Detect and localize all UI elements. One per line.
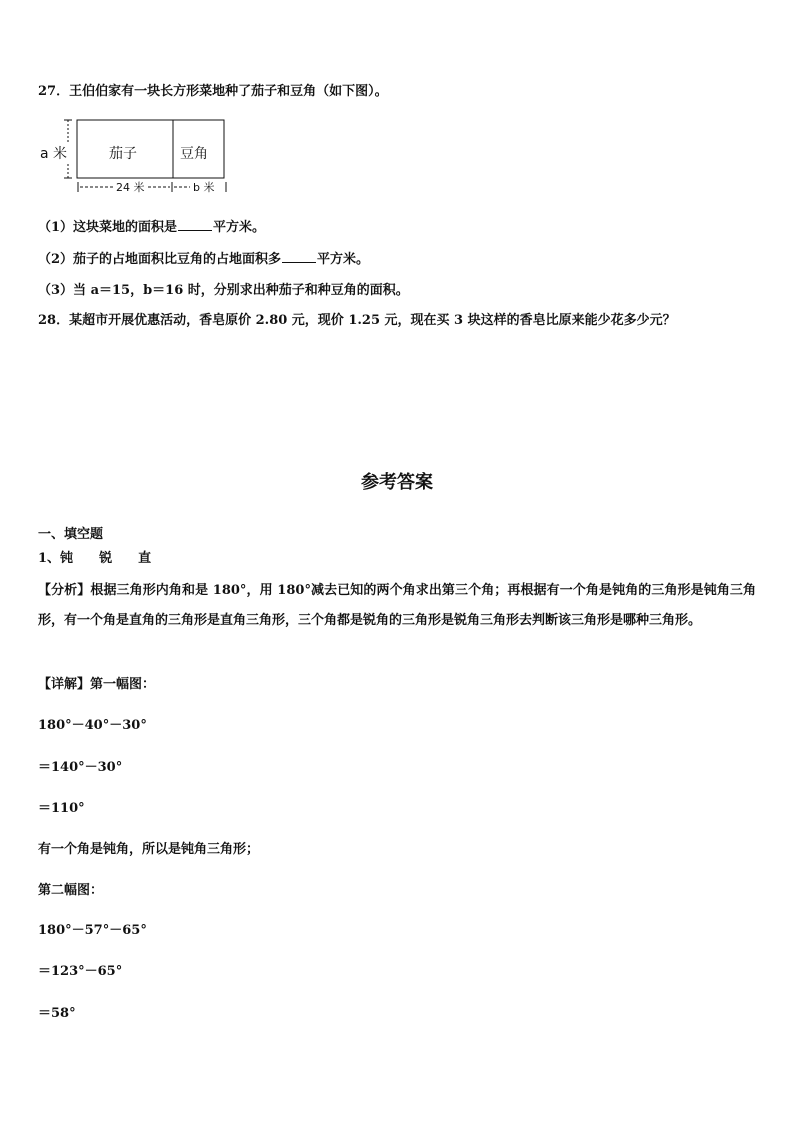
sub2-unit: 平方米。 [317, 252, 370, 267]
answer-blank [282, 250, 316, 263]
answer-key-title: 参考答案 [361, 472, 433, 493]
sub1-unit: 平方米。 [213, 220, 266, 235]
answer-blank [178, 218, 212, 231]
question-28-stem: 28．某超市开展优惠活动，香皂原价 2.80 元，现价 1.25 元，现在买 3 块这样的香皂比原来能少花多少元？ [38, 313, 676, 328]
answer-2: 锐 [99, 551, 113, 566]
conclusion-1: 有一个角是钝角，所以是钝角三角形； [38, 842, 260, 857]
sub1-text: （1）这块菜地的面积是 [38, 220, 178, 235]
calc2-line-2: ＝123°－65° [38, 964, 123, 979]
question-27-sub2 [38, 250, 369, 269]
calc1-line-2: ＝140°－30° [38, 760, 123, 775]
answer-1: 钝 [60, 551, 74, 566]
calc2-line-1: 180°－57°－65° [38, 923, 147, 938]
calc1-line-3: ＝110° [38, 801, 85, 816]
section-heading: 一、填空题 [38, 527, 104, 542]
sub2-text: （2）茄子的占地面积比豆角的占地面积多 [38, 252, 282, 267]
height-label: a 米 [40, 146, 68, 162]
beans-label: 豆角 [180, 146, 208, 162]
figure-2-label: 第二幅图： [38, 883, 104, 898]
question-27-stem: 27．王伯伯家有一块长方形菜地种了茄子和豆角（如下图）。 [38, 84, 388, 99]
question-27-sub3: （3）当 a＝15，b＝16 时，分别求出种茄子和种豆角的面积。 [38, 283, 409, 298]
answer-3: 直 [138, 551, 152, 566]
detail-label: 【详解】第一幅图： [38, 677, 156, 692]
question-27-sub1 [38, 218, 265, 237]
calc2-line-3: ＝58° [38, 1006, 76, 1021]
width-b-label: b 米 [193, 181, 215, 194]
width-24-label: 24 米 [116, 181, 145, 194]
analysis-paragraph: 【分析】根据三角形内角和是 180°，用 180°减去已知的两个角求出第三个角；再根据有一个角是钝角的三角形是钝角三角形，有一个角是直角的三角形是直角三角形，三个角都是锐角的三角形是锐角三角形去判断该三角形是哪种三角形。 [38, 583, 756, 628]
vegetable-plot-diagram [38, 112, 238, 202]
eggplant-label: 茄子 [109, 146, 137, 162]
item-1-number: 1、 [38, 551, 61, 566]
calc1-line-1: 180°－40°－30° [38, 718, 147, 733]
item-1-answers [38, 550, 177, 568]
